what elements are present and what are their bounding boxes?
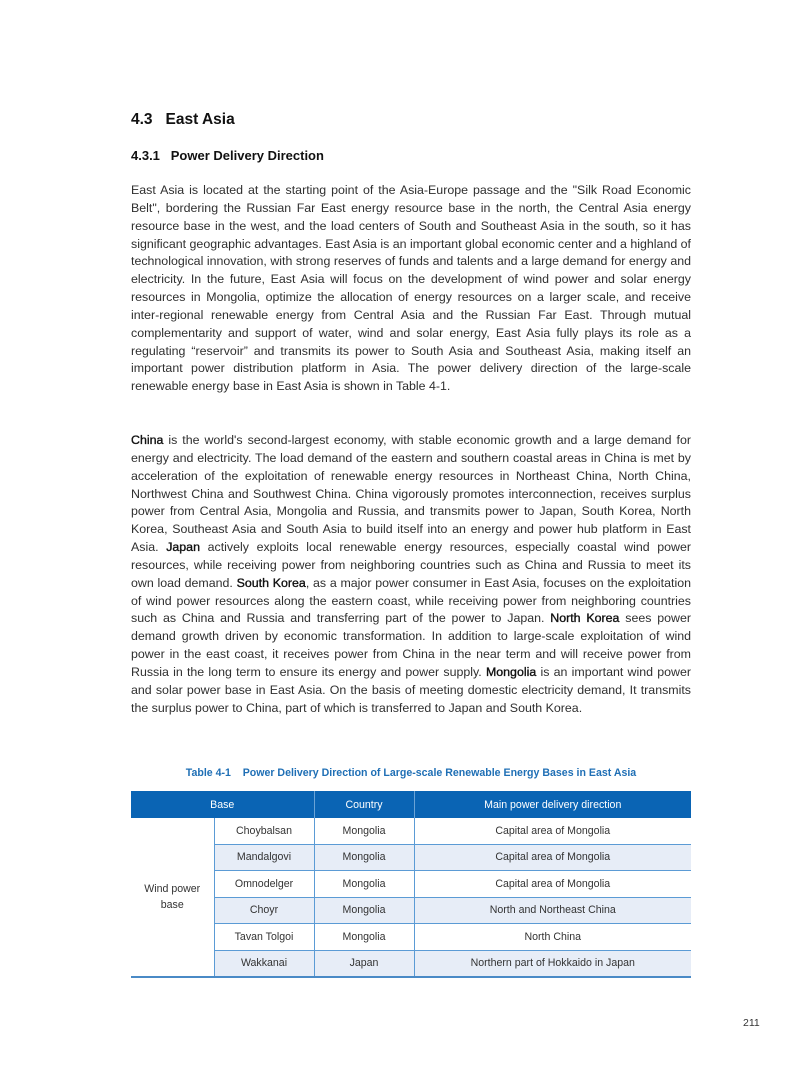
table-row <box>131 950 691 977</box>
country-term-mongolia: Mongolia <box>485 664 537 679</box>
country-term-japan: Japan <box>166 540 200 555</box>
cell-direction: Northern part of Hokkaido in Japan <box>414 950 691 977</box>
table-row <box>131 897 691 924</box>
cell-base: Omnodelger <box>214 871 314 898</box>
subsection-number: 4.3.1 <box>131 148 160 163</box>
japan-text: actively exploits local renewable energy resources, especially coastal wind power resources, while receiving power from neighboring countries such as China and Russia to meet its own load demand. <box>131 540 691 590</box>
cell-direction: North China <box>414 924 691 951</box>
mongolia-text: is an important wind power and solar power base in East Asia. On the basis of meeting domestic electricity demand, It transmits the surplus power to China, part of which is transferred to Japan and South Korea. <box>131 664 692 715</box>
header-base: Base <box>131 791 314 818</box>
cell-base: Choyr <box>214 897 314 924</box>
table-row <box>131 844 691 871</box>
table-row <box>131 871 691 898</box>
table-row <box>131 924 691 951</box>
cell-base: Mandalgovi <box>214 844 314 871</box>
cell-country: Mongolia <box>314 818 414 844</box>
header-direction: Main power delivery direction <box>414 791 691 818</box>
china-text: is the world's second-largest economy, with stable economic growth and a large demand for energy and electricity. The load demand of the eastern and southern coastal areas in China is met by acceleration of the exploitation of renewable energy resources in Northeast China, North China, Northwest China and Southwest China. China vigorously promotes interconnection, receives surplus power from Central Asia, Mongolia and Russia, and transmits power to Japan, South Korea, North Korea, Southeast Asia and South Asia to build itself into an energy and power hub platform in East Asia. <box>131 433 691 555</box>
header-country: Country <box>314 791 414 818</box>
cell-direction: Capital area of Mongolia <box>414 871 691 898</box>
south-korea-text: , as a major power consumer in East Asia, focuses on the exploitation of wind power resources along the eastern coast, while receiving power from neighboring countries such as China and Russia and transferring part of the power to Japan. <box>131 575 691 626</box>
section-title: East Asia <box>165 111 235 128</box>
power-delivery-table <box>131 791 691 978</box>
table-row <box>131 818 691 844</box>
table-header-row <box>131 791 691 818</box>
cell-direction: North and Northeast China <box>414 897 691 924</box>
country-term-china: China <box>131 433 164 447</box>
cell-country: Mongolia <box>314 897 414 924</box>
group-label-text: Wind power base <box>144 883 201 911</box>
cell-direction: Capital area of Mongolia <box>414 844 691 871</box>
north-korea-text: sees power demand growth driven by economic transformation. In addition to large-scale exploitation of wind power in the east coast, it receives power from China in the near term and will receive power from Russia in the long term to ensure its energy and power supply. <box>131 611 691 679</box>
countries-paragraph <box>131 432 691 718</box>
intro-paragraph: East Asia is located at the starting point of the Asia-Europe passage and the "Silk Road Economic Belt", bordering the Russian Far East energy resource base in the north, the Central Asia energy resource base in the west, and the load centers of South and Southeast Asia in the south, so it has significant geographic advantages. East Asia is an important global economic center and a highland of technological innovation, with strong reserves of funds and talents and a large demand for energy and electricity. In the future, East Asia will focus on the development of wind power and solar energy resources in Mongolia, optimize the allocation of energy resources on a larger scale, and receive inter-regional renewable energy from Central Asia and the Russian Far East. Through mutual complementarity and support of water, wind and solar energy, East Asia fully plays its role as a regulating “reservoir” and transmits its power to South Asia and Southeast Asia, making itself an important power distribution platform in Asia. The power delivery direction of the large-scale renewable energy base in East Asia is shown in Table 4-1. <box>131 183 691 394</box>
cell-country: Mongolia <box>314 924 414 951</box>
table-caption: Table 4-1 Power Delivery Direction of Large-scale Renewable Energy Bases in East Asia <box>185 767 637 779</box>
base-group-label <box>131 818 214 977</box>
country-term-north-korea: North Korea <box>550 611 620 626</box>
section-number: 4.3 <box>131 111 153 128</box>
cell-base: Choybalsan <box>214 818 314 844</box>
subsection-title: Power Delivery Direction <box>170 148 324 163</box>
cell-country: Mongolia <box>314 871 414 898</box>
cell-country: Mongolia <box>314 844 414 871</box>
cell-country: Japan <box>314 950 414 977</box>
section-heading <box>131 111 235 129</box>
cell-base: Wakkanai <box>214 950 314 977</box>
subsection-heading <box>131 148 324 163</box>
cell-base: Tavan Tolgoi <box>214 924 314 951</box>
cell-direction: Capital area of Mongolia <box>414 818 691 844</box>
page-number: 211 <box>743 1017 760 1029</box>
country-term-south-korea: South Korea <box>236 575 306 590</box>
